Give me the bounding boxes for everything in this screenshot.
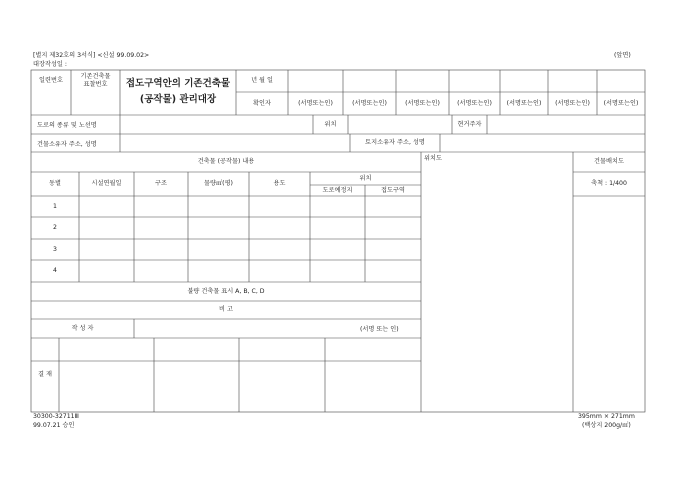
date-label: 년 월 일: [251, 77, 273, 85]
existing-label-line2: 표찰번호: [83, 81, 108, 88]
road-type-label: 도로의 종류 및 노선명: [37, 122, 97, 129]
col-building: 동별: [49, 180, 61, 188]
confirmer-sign-5: (서명또는인): [506, 99, 542, 107]
confirmer-sign-3: (서명또는인): [405, 99, 440, 107]
approval-label: 결 재: [38, 371, 52, 379]
resident-label: 현거주자: [457, 120, 482, 128]
paper-type: (백상지 200g/㎡): [582, 422, 631, 429]
existing-label-line1: 기존건축물: [80, 73, 111, 81]
writer-sign-label: (서명 또는 인): [360, 326, 399, 333]
page-side-label: (앞면): [614, 52, 631, 59]
approval-date: 99.07.21 승인: [33, 422, 75, 429]
col-structure: 구조: [155, 180, 167, 188]
building-layout-label: 건물배치도: [594, 158, 624, 166]
remarks-label: 비 고: [219, 306, 233, 314]
building-row-3: 3: [53, 245, 57, 253]
confirmer-sign-1: (서명또는인): [298, 99, 333, 107]
defect-marking-note: 불량 건축물 표시 A, B, C, D: [187, 287, 265, 295]
col-install-date: 시설연월일: [91, 180, 122, 188]
layout-scale: 축척 : 1/400: [591, 180, 627, 188]
title-line2: (공작물) 관리대장: [139, 94, 217, 105]
register-date-label: 대장작성일 :: [33, 61, 67, 68]
form-code: 30300-32711Ⅲ: [33, 413, 79, 420]
serial-number-label: 일련번호: [39, 77, 63, 85]
col-road-planned: 도로예정지: [322, 186, 353, 194]
form-reference: [별지 제32호의 3서식] <신설 99.09.02>: [33, 52, 150, 59]
confirmer-sign-6: (서명또는인): [555, 99, 590, 107]
confirmer-sign-2: (서명또는인): [352, 99, 387, 107]
location-map-label: 위치도: [424, 155, 442, 162]
title-line1: 접도구역안의 기존건축물: [125, 78, 231, 90]
confirmer-sign-7: (서명또는인): [603, 99, 639, 107]
writer-label: 작 성 자: [71, 324, 94, 332]
paper-size: 395mm × 271mm: [578, 413, 635, 420]
land-owner-label: 토지소유자 주소, 성명: [365, 139, 425, 147]
location-label: 위치: [324, 120, 337, 128]
col-use: 용도: [273, 180, 286, 188]
confirmer-sign-4: (서명또는인): [457, 99, 492, 107]
col-buffer-zone: 접도구역: [381, 186, 405, 194]
building-owner-label: 건물소유자 주소, 성명: [37, 140, 97, 148]
building-row-4: 4: [53, 267, 57, 275]
col-area: 물량㎡(평): [204, 180, 233, 188]
building-row-1: 1: [53, 202, 57, 210]
existing-building-tag-label: [71, 70, 120, 92]
building-contents-header: 건축물 (공작물) 내용: [197, 158, 255, 166]
page-title: [120, 72, 236, 112]
col-location: 위치: [359, 174, 372, 182]
confirmer-label: 확인자: [253, 99, 271, 107]
building-row-2: 2: [53, 224, 57, 232]
